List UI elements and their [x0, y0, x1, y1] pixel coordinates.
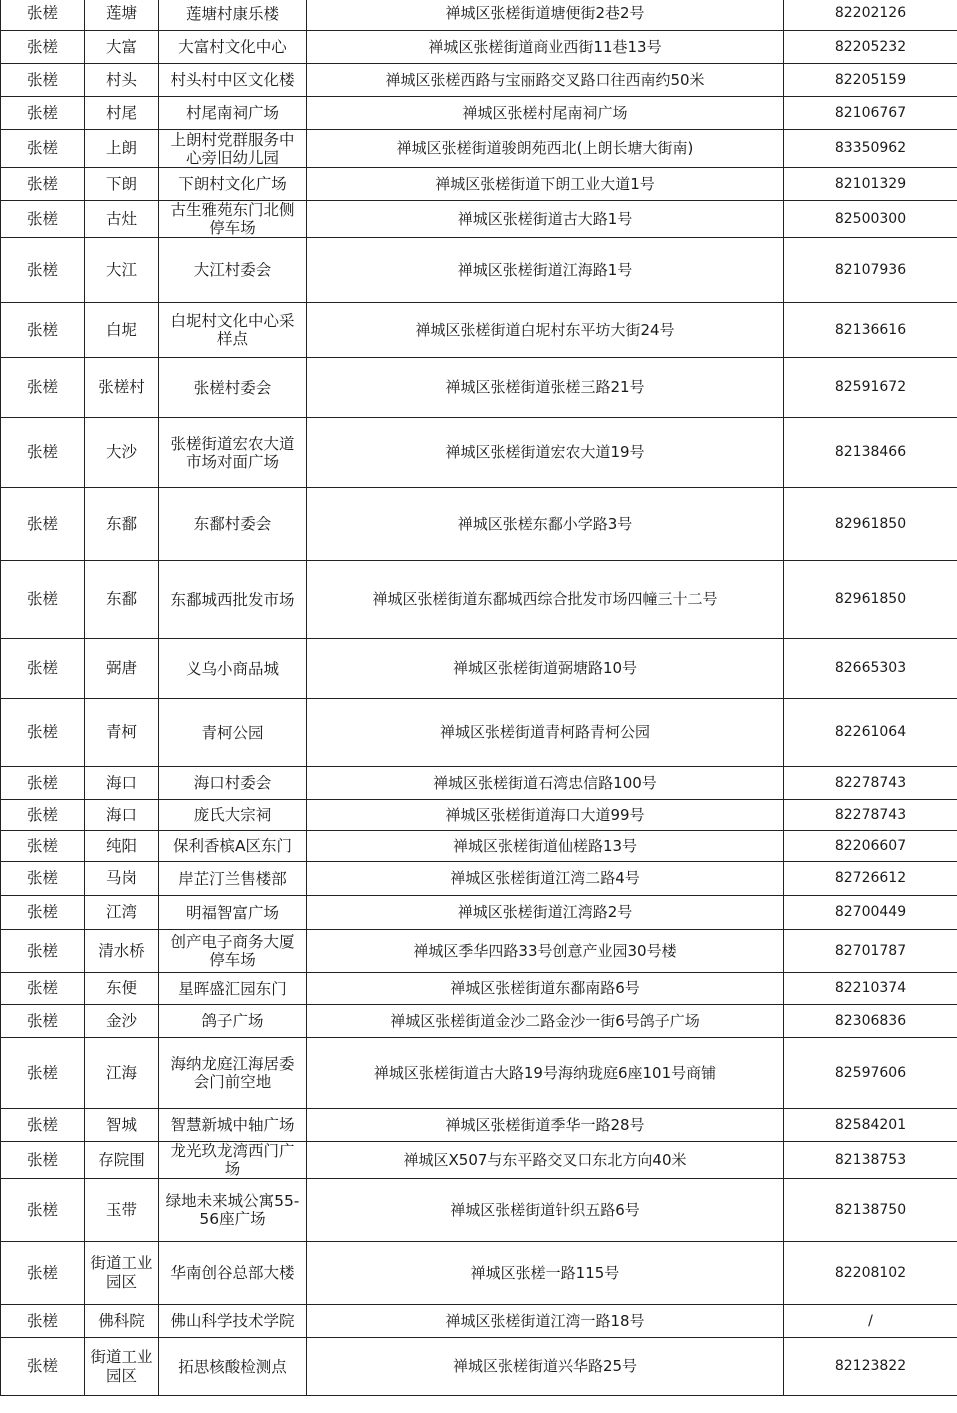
site-name-cell: 白坭村文化中心采样点: [159, 303, 307, 358]
site-name-cell: 张槎村委会: [159, 358, 307, 418]
phone-cell: 82123822: [784, 1338, 957, 1396]
site-name-cell: 绿地未来城公寓55-56座广场: [159, 1179, 307, 1242]
village-cell: 莲塘: [85, 0, 159, 31]
address-cell: 禅城区张槎街道东鄱南路6号: [307, 973, 784, 1005]
address-cell: 禅城区张槎西路与宝丽路交叉路口往西南约50米: [307, 64, 784, 97]
district-cell: 张槎: [1, 699, 85, 767]
site-name-cell: 下朗村文化广场: [159, 168, 307, 201]
table-row: [1, 303, 957, 358]
phone-cell: 82106767: [784, 97, 957, 130]
village-cell: 大沙: [85, 418, 159, 488]
table-row: [1, 1005, 957, 1038]
district-cell: 张槎: [1, 639, 85, 699]
phone-cell: 82205232: [784, 31, 957, 64]
village-cell: 街道工业园区: [85, 1338, 159, 1396]
district-cell: 张槎: [1, 1005, 85, 1038]
phone-cell: 82591672: [784, 358, 957, 418]
table-row: [1, 862, 957, 896]
phone-cell: 82107936: [784, 238, 957, 303]
table-row: [1, 64, 957, 97]
phone-cell: 82205159: [784, 64, 957, 97]
village-cell: 江海: [85, 1038, 159, 1109]
phone-cell: 82584201: [784, 1109, 957, 1142]
phone-cell: 82961850: [784, 488, 957, 561]
phone-cell: 82136616: [784, 303, 957, 358]
phone-cell: 82208102: [784, 1242, 957, 1305]
table-row: [1, 1338, 957, 1396]
address-cell: 禅城区张槎村尾南祠广场: [307, 97, 784, 130]
village-cell: 纯阳: [85, 831, 159, 862]
table-row: [1, 973, 957, 1005]
district-cell: 张槎: [1, 238, 85, 303]
site-name-cell: 大江村委会: [159, 238, 307, 303]
site-name-cell: 大富村文化中心: [159, 31, 307, 64]
district-cell: 张槎: [1, 31, 85, 64]
district-cell: 张槎: [1, 64, 85, 97]
district-cell: 张槎: [1, 201, 85, 238]
village-cell: 大富: [85, 31, 159, 64]
site-name-cell: 保利香槟A区东门: [159, 831, 307, 862]
address-cell: 禅城区张槎街道宏农大道19号: [307, 418, 784, 488]
village-cell: 张槎村: [85, 358, 159, 418]
site-name-cell: 义乌小商品城: [159, 639, 307, 699]
address-cell: 禅城区张槎东鄱小学路3号: [307, 488, 784, 561]
village-cell: 大江: [85, 238, 159, 303]
site-name-cell: 张槎街道宏农大道市场对面广场: [159, 418, 307, 488]
address-cell: 禅城区张槎街道下朗工业大道1号: [307, 168, 784, 201]
site-name-cell: 村尾南祠广场: [159, 97, 307, 130]
site-name-cell: 鸽子广场: [159, 1005, 307, 1038]
site-name-cell: 明福智富广场: [159, 896, 307, 930]
site-name-cell: 海纳龙庭江海居委会门前空地: [159, 1038, 307, 1109]
district-cell: 张槎: [1, 97, 85, 130]
site-name-cell: 青柯公园: [159, 699, 307, 767]
site-name-cell: 龙光玖龙湾西门广场: [159, 1142, 307, 1179]
phone-cell: 82961850: [784, 561, 957, 639]
site-name-cell: 拓思核酸检测点: [159, 1338, 307, 1396]
village-cell: 金沙: [85, 1005, 159, 1038]
district-cell: 张槎: [1, 168, 85, 201]
phone-cell: 82701787: [784, 930, 957, 973]
site-name-cell: 东鄱城西批发市场: [159, 561, 307, 639]
district-cell: 张槎: [1, 358, 85, 418]
address-cell: 禅城区季华四路33号创意产业园30号楼: [307, 930, 784, 973]
address-cell: 禅城区张槎街道青柯路青柯公园: [307, 699, 784, 767]
address-cell: 禅城区张槎街道江湾二路4号: [307, 862, 784, 896]
district-cell: 张槎: [1, 1338, 85, 1396]
district-cell: 张槎: [1, 130, 85, 168]
village-cell: 古灶: [85, 201, 159, 238]
district-cell: 张槎: [1, 767, 85, 800]
district-cell: 张槎: [1, 862, 85, 896]
village-cell: 清水桥: [85, 930, 159, 973]
address-cell: 禅城区张槎街道江湾路2号: [307, 896, 784, 930]
district-cell: 张槎: [1, 800, 85, 831]
site-name-cell: 古生雅苑东门北侧停车场: [159, 201, 307, 238]
village-cell: 白坭: [85, 303, 159, 358]
village-cell: 东鄱: [85, 488, 159, 561]
table-row: [1, 31, 957, 64]
district-cell: 张槎: [1, 930, 85, 973]
site-name-cell: 村头村中区文化楼: [159, 64, 307, 97]
site-name-cell: 岸芷汀兰售楼部: [159, 862, 307, 896]
address-cell: 禅城区张槎一路115号: [307, 1242, 784, 1305]
district-cell: 张槎: [1, 1109, 85, 1142]
address-cell: 禅城区张槎街道东鄱城西综合批发市场四幢三十二号: [307, 561, 784, 639]
table-row: [1, 0, 957, 31]
village-cell: 海口: [85, 767, 159, 800]
village-cell: 海口: [85, 800, 159, 831]
table-row: [1, 1142, 957, 1179]
village-cell: 存院围: [85, 1142, 159, 1179]
district-cell: 张槎: [1, 1305, 85, 1338]
site-name-cell: 星晖盛汇园东门: [159, 973, 307, 1005]
village-cell: 智城: [85, 1109, 159, 1142]
site-name-cell: 佛山科学技术学院: [159, 1305, 307, 1338]
phone-cell: 82202126: [784, 0, 957, 31]
address-cell: 禅城区张槎街道石湾忠信路100号: [307, 767, 784, 800]
phone-cell: 82597606: [784, 1038, 957, 1109]
table-row: [1, 800, 957, 831]
address-cell: 禅城区张槎街道商业西街11巷13号: [307, 31, 784, 64]
address-cell: 禅城区X507与东平路交叉口东北方向40米: [307, 1142, 784, 1179]
phone-cell: /: [784, 1305, 957, 1338]
village-cell: 下朗: [85, 168, 159, 201]
district-cell: 张槎: [1, 488, 85, 561]
phone-cell: 83350962: [784, 130, 957, 168]
table-row: [1, 1242, 957, 1305]
site-name-cell: 华南创谷总部大楼: [159, 1242, 307, 1305]
phone-cell: 82278743: [784, 800, 957, 831]
table-row: [1, 639, 957, 699]
phone-cell: 82665303: [784, 639, 957, 699]
table-row: [1, 896, 957, 930]
address-cell: 禅城区张槎街道江湾一路18号: [307, 1305, 784, 1338]
village-cell: 弼唐: [85, 639, 159, 699]
table-row: [1, 488, 957, 561]
address-cell: 禅城区张槎街道针织五路6号: [307, 1179, 784, 1242]
table-row: [1, 418, 957, 488]
village-cell: 江湾: [85, 896, 159, 930]
village-cell: 东鄱: [85, 561, 159, 639]
site-name-cell: 东鄱村委会: [159, 488, 307, 561]
site-name-cell: 庞氏大宗祠: [159, 800, 307, 831]
district-cell: 张槎: [1, 973, 85, 1005]
table-row: [1, 930, 957, 973]
address-cell: 禅城区张槎街道弼塘路10号: [307, 639, 784, 699]
address-cell: 禅城区张槎街道古大路1号: [307, 201, 784, 238]
table-row: [1, 1179, 957, 1242]
site-name-cell: 智慧新城中轴广场: [159, 1109, 307, 1142]
district-cell: 张槎: [1, 1242, 85, 1305]
village-cell: 玉带: [85, 1179, 159, 1242]
village-cell: 村头: [85, 64, 159, 97]
district-cell: 张槎: [1, 0, 85, 31]
phone-cell: 82726612: [784, 862, 957, 896]
address-cell: 禅城区张槎街道张槎三路21号: [307, 358, 784, 418]
district-cell: 张槎: [1, 831, 85, 862]
phone-cell: 82138753: [784, 1142, 957, 1179]
phone-cell: 82306836: [784, 1005, 957, 1038]
address-cell: 禅城区张槎街道海口大道99号: [307, 800, 784, 831]
phone-cell: 82278743: [784, 767, 957, 800]
address-cell: 禅城区张槎街道白坭村东平坊大街24号: [307, 303, 784, 358]
table-row: [1, 168, 957, 201]
village-cell: 东便: [85, 973, 159, 1005]
table-row: [1, 358, 957, 418]
table-row: [1, 561, 957, 639]
district-cell: 张槎: [1, 896, 85, 930]
table-row: [1, 201, 957, 238]
village-cell: 马岗: [85, 862, 159, 896]
phone-cell: 82500300: [784, 201, 957, 238]
phone-cell: 82138466: [784, 418, 957, 488]
village-cell: 上朗: [85, 130, 159, 168]
phone-cell: 82101329: [784, 168, 957, 201]
district-cell: 张槎: [1, 561, 85, 639]
table-row: [1, 238, 957, 303]
village-cell: 村尾: [85, 97, 159, 130]
table-row: [1, 831, 957, 862]
table-body: [1, 0, 957, 1396]
address-cell: 禅城区张槎街道塘便街2巷2号: [307, 0, 784, 31]
table-row: [1, 97, 957, 130]
address-cell: 禅城区张槎街道金沙二路金沙一街6号鸽子广场: [307, 1005, 784, 1038]
table-row: [1, 1305, 957, 1338]
district-cell: 张槎: [1, 1142, 85, 1179]
village-cell: 街道工业园区: [85, 1242, 159, 1305]
address-cell: 禅城区张槎街道仙槎路13号: [307, 831, 784, 862]
address-cell: 禅城区张槎街道江海路1号: [307, 238, 784, 303]
village-cell: 青柯: [85, 699, 159, 767]
address-cell: 禅城区张槎街道兴华路25号: [307, 1338, 784, 1396]
phone-cell: 82138750: [784, 1179, 957, 1242]
site-name-cell: 创产电子商务大厦停车场: [159, 930, 307, 973]
site-name-cell: 上朗村党群服务中心旁旧幼儿园: [159, 130, 307, 168]
address-cell: 禅城区张槎街道季华一路28号: [307, 1109, 784, 1142]
phone-cell: 82206607: [784, 831, 957, 862]
phone-cell: 82700449: [784, 896, 957, 930]
address-cell: 禅城区张槎街道骏朗苑西北(上朗长塘大街南): [307, 130, 784, 168]
district-cell: 张槎: [1, 1038, 85, 1109]
table-row: [1, 767, 957, 800]
district-cell: 张槎: [1, 303, 85, 358]
village-cell: 佛科院: [85, 1305, 159, 1338]
district-cell: 张槎: [1, 1179, 85, 1242]
site-name-cell: 海口村委会: [159, 767, 307, 800]
phone-cell: 82261064: [784, 699, 957, 767]
site-name-cell: 莲塘村康乐楼: [159, 0, 307, 31]
table-row: [1, 699, 957, 767]
district-cell: 张槎: [1, 418, 85, 488]
phone-cell: 82210374: [784, 973, 957, 1005]
table-row: [1, 130, 957, 168]
table-row: [1, 1109, 957, 1142]
table-row: [1, 1038, 957, 1109]
address-cell: 禅城区张槎街道古大路19号海纳珑庭6座101号商铺: [307, 1038, 784, 1109]
